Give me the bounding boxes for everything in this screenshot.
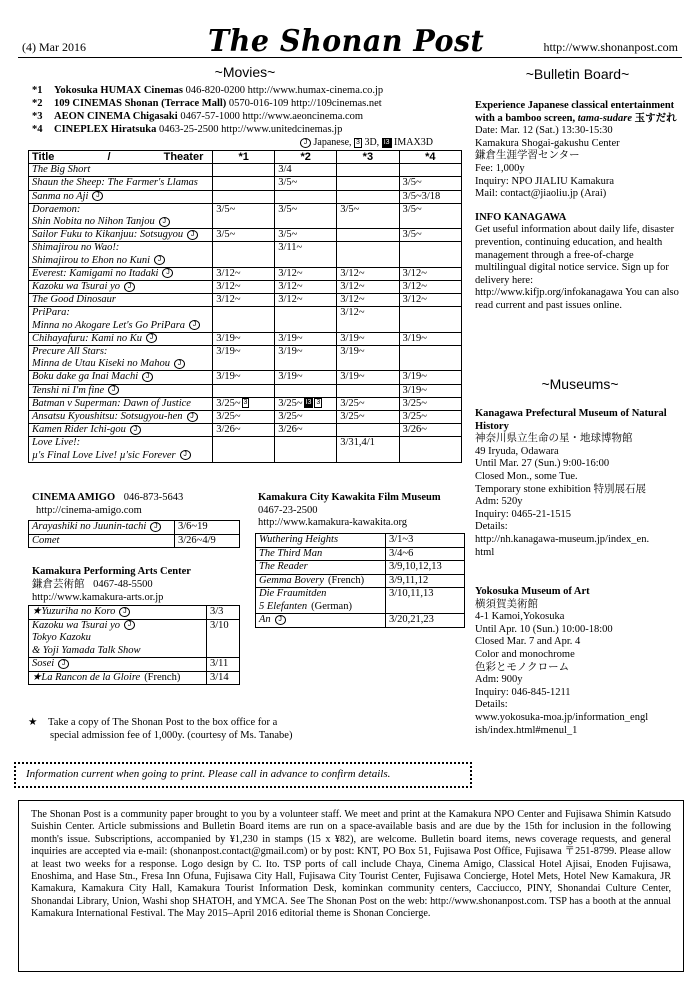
japanese-icon: J: [58, 659, 69, 669]
cinema-mark: *4: [32, 124, 43, 135]
showing-date-2: 3/5~: [275, 203, 337, 228]
showing-date-2: [275, 190, 337, 203]
japanese-icon: J: [187, 412, 198, 422]
showing-date-4: 3/12~: [399, 281, 461, 294]
showing-date-1: 3/12~: [213, 281, 275, 294]
notice-text: Information current when going to print. Please call in advance to confirm details.: [26, 768, 391, 780]
bulletin-info: [475, 212, 680, 313]
detail-line: Inquiry: NPO JIALIU Kamakura: [475, 175, 615, 187]
table-row: [29, 534, 240, 548]
table-row: [29, 619, 240, 658]
3d-icon: 3: [316, 399, 321, 407]
movies-table-header: [29, 151, 462, 164]
showing-date-1: 3/25~ 3: [213, 397, 275, 410]
table-row: [256, 561, 465, 575]
showing-date-2: [275, 307, 337, 332]
showing-date-3: [337, 190, 399, 203]
imax3d-icon: I3: [305, 399, 312, 407]
showing-date-2: 3/25~: [275, 411, 337, 424]
detail-line: html: [475, 546, 495, 558]
japanese-icon: J: [162, 268, 173, 278]
footer-text: The Shonan Post is a community paper brought to you by a volunteer staff. We meet and print at the Kamakura NPO Center and Fujisawa Shimin Katsudo Suishin Center. Article submissions and Bulletin Board items are run on a space-available basis and are due by the 15th for inclusion in the following month's issue. Subscriptions, accompanied by ¥1,230 in stamps (15 x ¥82), are welcome. Bulletin board items, news coverage requests, and general inquiries are accepted via e-mail: (shonanpost.contact@gmail.com) or by post: KNT, PO Box 51, Fujisawa Post Office, Fujisawa 〒251-8799. Please allow at least two weeks for a response. Logo design by C. Ito. TSP ports of call include Chaya, Cinema Amigo, Classical Hotel Ajisai, Enoden Fujisawa, Enoshima, and Hase Stn., Fresa Inn Ofuna, Fujisawa City Hall, Fujisawa City Tourist Center, Fujisawa Concierge, Hotel Mets, Hotel New Kamakura, JR Kamakura, Kamakura City Hall, Kamakura Tourist Information Desk, kominkan community centers, Cacciucco, PINY, Shonandai Culture Center, Shonandai Library, Union, Washi shop SHATOH, and YMCA. See The Shonan Post on the web: http://www.shonanpost.com. TSP has a booth at the annual Kamakura International Festival. The May 2015–April 2016 editorial theme is Shonan Concierge.: [31, 809, 671, 920]
event-title: Kazoku wa Tsurai yo J Tokyo Kazoku & Yoji Yamada Talk Show: [29, 619, 207, 658]
cinema-mark: *1: [32, 85, 43, 96]
cinema-name: CINEPLEX Hiratsuka: [54, 124, 157, 135]
showing-date-2: 3/19~: [275, 332, 337, 345]
movie-title: Batman v Superman: Dawn of Justice: [29, 397, 213, 410]
showing-date-1: 3/5~: [213, 203, 275, 228]
arts-table: [28, 605, 240, 685]
notice-box: [14, 762, 472, 788]
movie-title: PriPara: Minna no Akogare Let's Go PriPara J: [29, 307, 213, 332]
showing-date-2: 3/26~: [275, 424, 337, 437]
detail-line: Color and monochrome: [475, 648, 575, 660]
showing-date-4: 3/26~: [399, 424, 461, 437]
table-row: [29, 164, 462, 177]
table-row: [29, 229, 462, 242]
bulletin-board: [475, 100, 680, 313]
detail-line: 色彩とモノクローム: [475, 661, 570, 673]
table-row: [29, 437, 462, 462]
showing-date-1: [213, 384, 275, 397]
table-row: [29, 267, 462, 280]
table-row: [29, 424, 462, 437]
showing-date-2: 3/5~: [275, 229, 337, 242]
col-theater-3: *3: [337, 151, 399, 164]
col-title-theater: Title / Theater: [29, 151, 213, 164]
cinema-info: 046-820-0200 http://www.humax-cinema.co.jp: [185, 85, 384, 96]
table-row: [29, 281, 462, 294]
showing-date-3: 3/12~: [337, 267, 399, 280]
showing-date-1: [213, 164, 275, 177]
japanese-icon: J: [275, 615, 286, 625]
arts-header: [32, 565, 191, 604]
showing-date-2: 3/25~ I3 3: [275, 397, 337, 410]
table-row: [29, 658, 240, 672]
amigo-name: CINEMA AMIGO: [32, 492, 116, 503]
footer-box: [18, 800, 684, 972]
museum-natural-history: [475, 408, 680, 559]
table-row: [256, 614, 465, 628]
amigo-header: [32, 492, 183, 517]
table-row: [29, 332, 462, 345]
cinema-info: 0463-25-2500 http://www.unitedcinemas.jp: [159, 124, 343, 135]
cinema-mark: *2: [32, 98, 43, 109]
movie-title: Ansatsu Kyoushitsu: Sotsugyou-hen J: [29, 411, 213, 424]
event-date: 3/14: [207, 671, 240, 685]
showing-date-1: 3/19~: [213, 371, 275, 384]
museums-heading: ~Museums~: [541, 376, 619, 392]
detail-line: 横須賀美術館: [475, 598, 538, 610]
table-row: [29, 371, 462, 384]
showing-date-3: 3/19~: [337, 332, 399, 345]
showing-date-1: [213, 307, 275, 332]
showing-date-2: 3/12~: [275, 281, 337, 294]
info-text: Get useful information about daily life, disaster prevention, continuing education, and health management through a free-of-charge multilingual digital notice service. Sign up for delivery here: http://www.kifjp.org/infokanagawa You can also read current and past issues online.: [475, 224, 679, 311]
amigo-phone: 046-873-5643: [123, 492, 184, 503]
showing-date-2: 3/19~: [275, 371, 337, 384]
film-title: The Third Man: [256, 547, 386, 561]
cinema-item: [32, 110, 383, 123]
detail-line: Details:: [475, 521, 508, 533]
event-title: ★La Rancon de la Gloire (French): [29, 671, 207, 685]
japanese-icon: J: [146, 333, 157, 343]
showing-date-3: [337, 424, 399, 437]
japanese-icon: J: [189, 320, 200, 330]
film-date: 3/26~4/9: [175, 534, 240, 548]
showing-date-4: 3/5~: [399, 203, 461, 228]
table-row: [256, 588, 465, 614]
cinema-mark: *3: [32, 111, 43, 122]
detail-line: Adm: 900y: [475, 674, 523, 686]
film-title: Wuthering Heights: [256, 534, 386, 548]
cinema-info: 0570-016-109 http://109cinemas.net: [228, 98, 382, 109]
film-date: 3/4~6: [386, 547, 465, 561]
showing-date-3: 3/25~: [337, 411, 399, 424]
film-title: Comet: [29, 534, 175, 548]
showing-date-4: 3/25~: [399, 411, 461, 424]
legend-imax3d: IMAX3D: [394, 137, 433, 148]
detail-line: Until Mar. 27 (Sun.) 9:00-16:00: [475, 458, 610, 470]
showing-date-2: 3/12~: [275, 267, 337, 280]
table-row: [29, 671, 240, 685]
table-row: [29, 294, 462, 307]
film-date: 3/20,21,23: [386, 614, 465, 628]
cinema-list: [32, 84, 383, 136]
showing-date-3: 3/19~: [337, 371, 399, 384]
table-row: [29, 397, 462, 410]
event-date: 3/10: [207, 619, 240, 658]
showing-date-4: [399, 346, 461, 371]
showing-date-4: 3/25~: [399, 397, 461, 410]
museum-yokosuka-art: [475, 586, 680, 737]
film-title: The Reader: [256, 561, 386, 575]
arts-name: Kamakura Performing Arts Center: [32, 566, 191, 577]
showing-date-3: 3/31,4/1: [337, 437, 399, 462]
detail-line: 49 Iryuda, Odawara: [475, 445, 559, 457]
detail-line: Inquiry: 0465-21-1515: [475, 508, 571, 520]
kawakita-table: [255, 533, 465, 628]
event-title: ★Yuzuriha no Koro J: [29, 606, 207, 620]
museum1-title: Kanagawa Prefectural Museum of Natural History: [475, 408, 667, 432]
table-row: [256, 534, 465, 548]
event-title-jp: 玉すだれ: [634, 112, 677, 124]
col-theater-2: *2: [275, 151, 337, 164]
film-date: 3/10,11,13: [386, 588, 465, 614]
film-title: An J: [256, 614, 386, 628]
showing-date-3: 3/19~: [337, 346, 399, 371]
kawakita-name: Kamakura City Kawakita Film Museum: [258, 492, 441, 503]
kawakita-url[interactable]: http://www.kamakura-kawakita.org: [258, 517, 407, 528]
detail-line: Fee: 1,000y: [475, 162, 525, 174]
showing-date-2: 3/12~: [275, 294, 337, 307]
detail-line: Mail: contact@jiaoliu.jp (Arai): [475, 188, 607, 200]
amigo-url[interactable]: http://cinema-amigo.com: [36, 504, 142, 516]
showing-date-3: 3/12~: [337, 281, 399, 294]
kawakita-header: [258, 492, 441, 530]
showing-date-2: 3/4: [275, 164, 337, 177]
showing-date-3: [337, 164, 399, 177]
table-row: [29, 606, 240, 620]
event-date: 3/11: [207, 658, 240, 672]
showing-date-4: 3/12~: [399, 267, 461, 280]
detail-line: Closed Mar. 7 and Apr. 4: [475, 636, 581, 648]
kawakita-phone: 0467-23-2500: [258, 504, 318, 516]
col-theater-4: *4: [399, 151, 461, 164]
movie-title: Kamen Rider Ichi-gou J: [29, 424, 213, 437]
japanese-icon: J: [154, 255, 165, 265]
table-row: [29, 190, 462, 203]
movie-title: Kazoku wa Tsurai yo J: [29, 281, 213, 294]
col-theater-1: *1: [213, 151, 275, 164]
cinema-item: [32, 97, 383, 110]
showing-date-1: [213, 177, 275, 190]
detail-line: Adm: 520y: [475, 496, 523, 508]
showing-date-4: 3/19~: [399, 332, 461, 345]
cinema-name: 109 CINEMAS Shonan (Terrace Mall): [54, 98, 227, 109]
museum2-title: Yokosuka Museum of Art: [475, 586, 590, 597]
detail-line: 神奈川県立生命の星・地球博物館: [475, 433, 633, 445]
movie-title: The Good Dinosaur: [29, 294, 213, 307]
japanese-icon: J: [108, 385, 119, 395]
showing-date-3: 3/25~: [337, 397, 399, 410]
movie-title: Shaun the Sheep: The Farmer's Llamas: [29, 177, 213, 190]
showing-date-2: [275, 384, 337, 397]
copy-note: [28, 716, 292, 742]
film-title: Die Fraumitden 5 Elefanten (German): [256, 588, 386, 614]
detail-line: Closed Mon., some Tue.: [475, 470, 578, 482]
detail-line: Kamakura Shogai-gakushu Center: [475, 137, 620, 149]
cinema-name: Yokosuka HUMAX Cinemas: [54, 85, 183, 96]
amigo-table: [28, 520, 240, 548]
showing-date-2: 3/5~: [275, 177, 337, 190]
movie-title: Everest: Kamigami no Itadaki J: [29, 267, 213, 280]
showing-date-1: [213, 437, 275, 462]
showing-date-4: 3/19~: [399, 371, 461, 384]
table-row: [29, 346, 462, 371]
newspaper-title: The Shonan Post: [208, 24, 485, 59]
detail-line: Date: Mar. 12 (Sat.) 13:30-15:30: [475, 125, 613, 137]
movie-title: Precure All Stars: Minna de Utau Kiseki no Mahou J: [29, 346, 213, 371]
detail-line: 4-1 Kamoi,Yokosuka: [475, 611, 565, 623]
film-date: 3/6~19: [175, 521, 240, 535]
movie-title: Boku dake ga Inai Machi J: [29, 371, 213, 384]
film-date: 3/1~3: [386, 534, 465, 548]
bulletin-heading: ~Bulletin Board~: [525, 66, 630, 82]
table-row: [29, 521, 240, 535]
detail-line: www.yokosuka-moa.jp/information_engl: [475, 711, 649, 723]
3d-icon: 3: [356, 138, 360, 146]
table-row: [29, 242, 462, 267]
column-divider: [470, 64, 471, 744]
format-legend: [300, 137, 433, 149]
table-row: [256, 547, 465, 561]
movies-heading: ~Movies~: [214, 64, 276, 80]
cinema-item: [32, 84, 383, 97]
showing-date-1: [213, 190, 275, 203]
japanese-icon: J: [124, 620, 135, 630]
showing-date-3: 3/12~: [337, 307, 399, 332]
movie-title: Sanma no Aji J: [29, 190, 213, 203]
showing-date-4: [399, 307, 461, 332]
movie-title: Chihayafuru: Kami no Ku J: [29, 332, 213, 345]
japanese-icon: J: [130, 425, 141, 435]
table-row: [29, 384, 462, 397]
detail-line: http://nh.kanagawa-museum.jp/index_en.: [475, 533, 650, 545]
table-row: [29, 177, 462, 190]
japanese-icon: J: [92, 191, 103, 201]
showing-date-3: [337, 229, 399, 242]
showing-date-3: 3/12~: [337, 294, 399, 307]
bulletin-event: [475, 100, 680, 201]
showing-date-1: 3/5~: [213, 229, 275, 242]
issue-date: (4) Mar 2016: [22, 40, 86, 54]
arts-phone: 0467-48-5500: [93, 579, 153, 590]
japanese-icon: J: [174, 359, 185, 369]
showing-date-4: 3/19~: [399, 384, 461, 397]
table-row: [29, 307, 462, 332]
3d-icon: 3: [243, 399, 248, 407]
info-title: INFO KANAGAWA: [475, 211, 567, 223]
japanese-icon: J: [159, 217, 170, 227]
showing-date-3: [337, 242, 399, 267]
movie-title: Sailor Fuku to Kikanjuu: Sotsugyou J: [29, 229, 213, 242]
movie-title: Doraemon: Shin Nobita no Nihon Tanjou J: [29, 203, 213, 228]
event-title: Sosei J: [29, 658, 207, 672]
showing-date-4: 3/12~: [399, 294, 461, 307]
movie-title: Love Live!: µ's Final Love Live! µ'sic Forever J: [29, 437, 213, 462]
table-row: [29, 203, 462, 228]
movie-title: Shimajirou no Wao!: Shimajirou to Ehon no Kuni J: [29, 242, 213, 267]
table-row: [256, 574, 465, 588]
showing-date-3: [337, 384, 399, 397]
showing-date-4: [399, 242, 461, 267]
japanese-icon: J: [124, 282, 135, 292]
arts-jp-name: 鎌倉芸術館: [32, 579, 85, 590]
copy-note-line2: special admission fee of 1,000y. (courtesy of Ms. Tanabe): [50, 730, 293, 741]
event-date: 3/3: [207, 606, 240, 620]
showing-date-2: [275, 437, 337, 462]
japanese-icon: J: [119, 607, 130, 617]
movie-title: The Big Short: [29, 164, 213, 177]
japanese-icon: J: [180, 450, 191, 460]
detail-line: ish/index.html#menul_1: [475, 724, 578, 736]
film-title: Gemma Bovery (French): [256, 574, 386, 588]
japanese-icon: J: [300, 138, 311, 148]
detail-line: Inquiry: 046-845-1211: [475, 686, 571, 698]
showing-date-1: 3/19~: [213, 332, 275, 345]
cinema-item: [32, 123, 383, 136]
japanese-icon: J: [142, 372, 153, 382]
cinema-name: AEON CINEMA Chigasaki: [54, 111, 178, 122]
detail-line: Temporary stone exhibition 特別展石展: [475, 483, 647, 495]
japanese-icon: J: [150, 522, 161, 532]
showing-date-2: 3/11~: [275, 242, 337, 267]
detail-line: Details:: [475, 699, 508, 711]
copy-note-line1: Take a copy of The Shonan Post to the box office for a: [48, 717, 278, 728]
masthead-url[interactable]: http://www.shonanpost.com: [543, 40, 678, 54]
arts-url[interactable]: http://www.kamakura-arts.or.jp: [32, 592, 164, 603]
film-date: 3/9,10,12,13: [386, 561, 465, 575]
film-title: Arayashiki no Juunin-tachi J: [29, 521, 175, 535]
event-title: Experience Japanese classical entertainment with a bamboo screen,: [475, 100, 675, 124]
showing-date-1: 3/19~: [213, 346, 275, 371]
legend-3d: 3D,: [364, 137, 380, 148]
event-title-italic: tama-sudare: [577, 112, 633, 124]
showing-date-1: [213, 242, 275, 267]
detail-line: 鎌倉生涯学習センター: [475, 150, 580, 162]
showing-date-3: 3/5~: [337, 203, 399, 228]
star-icon: ★: [28, 717, 38, 728]
showing-date-1: 3/12~: [213, 294, 275, 307]
showing-date-4: 3/5~: [399, 229, 461, 242]
showing-date-4: 3/5~: [399, 177, 461, 190]
showing-date-3: [337, 177, 399, 190]
masthead-rule: [18, 57, 682, 58]
showing-date-4: [399, 164, 461, 177]
showing-date-1: 3/25~: [213, 411, 275, 424]
detail-line: Until Apr. 10 (Sun.) 10:00-18:00: [475, 623, 613, 635]
movie-title: Tenshi ni I'm fine J: [29, 384, 213, 397]
cinema-info: 0467-57-1000 http://www.aeoncinema.com: [180, 111, 364, 122]
showing-date-2: 3/19~: [275, 346, 337, 371]
table-row: [29, 411, 462, 424]
legend-japanese: Japanese,: [313, 137, 352, 148]
showing-date-1: 3/26~: [213, 424, 275, 437]
imax3d-icon: I3: [383, 138, 390, 146]
showing-date-1: 3/12~: [213, 267, 275, 280]
movies-table: [28, 150, 462, 463]
film-date: 3/9,11,12: [386, 574, 465, 588]
japanese-icon: J: [187, 230, 198, 240]
showing-date-4: [399, 437, 461, 462]
showing-date-4: 3/5~3/18: [399, 190, 461, 203]
